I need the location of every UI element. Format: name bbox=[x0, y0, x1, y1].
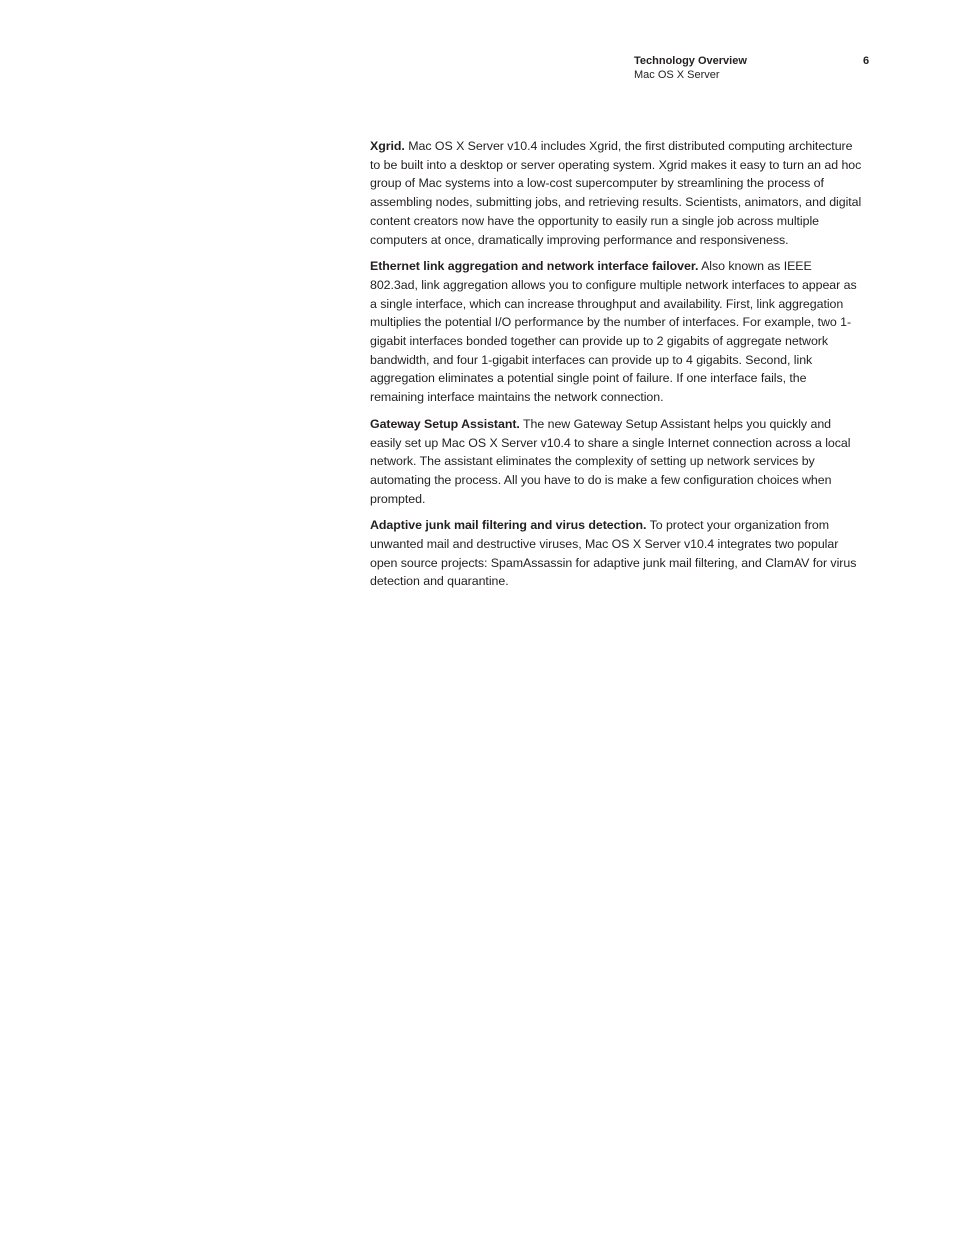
paragraph-heading: Gateway Setup Assistant. bbox=[370, 416, 520, 431]
paragraph-body: Mac OS X Server v10.4 includes Xgrid, the first distributed computing architecture to be built into a desktop or server operating system. Xgrid makes it easy to turn an ad hoc group of Mac systems into a low-cost supercomputer by streamlining the process of assembling nodes, submitting jobs, and retrieving results. Scientists, animators, and digital content creators now have the opportunity to easily run a single job across multiple computers at once, dramatically improving performance and responsiveness. bbox=[370, 139, 862, 247]
paragraph-heading: Adaptive junk mail filtering and virus detection. bbox=[370, 518, 647, 533]
header-title: Technology Overview bbox=[634, 55, 747, 67]
paragraph-junk-mail bbox=[370, 516, 862, 591]
page-number: 6 bbox=[863, 55, 870, 67]
paragraph-heading: Xgrid. bbox=[370, 139, 405, 153]
running-header bbox=[634, 54, 874, 82]
paragraph-body: To protect your organization from unwanted mail and destructive viruses, Mac OS X Server v10.4 integrates two popular open source projects: SpamAssassin for adaptive junk mail filtering, and ClamAV for virus detection and quarantine. bbox=[370, 518, 857, 589]
paragraph-xgrid bbox=[370, 137, 862, 249]
paragraph-link-aggregation bbox=[370, 257, 862, 407]
paragraph-body: The new Gateway Setup Assistant helps you quickly and easily set up Mac OS X Server v10.4 to share a single Internet connection across a local network. The assistant eliminates the complexity of setting up network services by automating the process. All you have to do is make a few configuration choices when prompted. bbox=[370, 416, 851, 506]
paragraph-body: Also known as IEEE 802.3ad, link aggregation allows you to configure multiple network interfaces to appear as a single interface, which can increase throughput and availability. First, link aggregation multiplies the potential I/O performance by the number of interfaces. For example, two 1-gigabit interfaces bonded together can provide up to 2 gigabits of aggregate network bandwidth, and four 1-gigabit interfaces can provide up to 4 gigabits. Second, link aggregation eliminates a potential single point of failure. If one interface fails, the remaining interface maintains the network connection. bbox=[370, 259, 857, 405]
paragraph-gateway-setup bbox=[370, 415, 862, 509]
paragraph-heading: Ethernet link aggregation and network interface failover. bbox=[370, 259, 699, 274]
header-subtitle: Mac OS X Server bbox=[634, 69, 720, 81]
body-text bbox=[370, 137, 862, 599]
